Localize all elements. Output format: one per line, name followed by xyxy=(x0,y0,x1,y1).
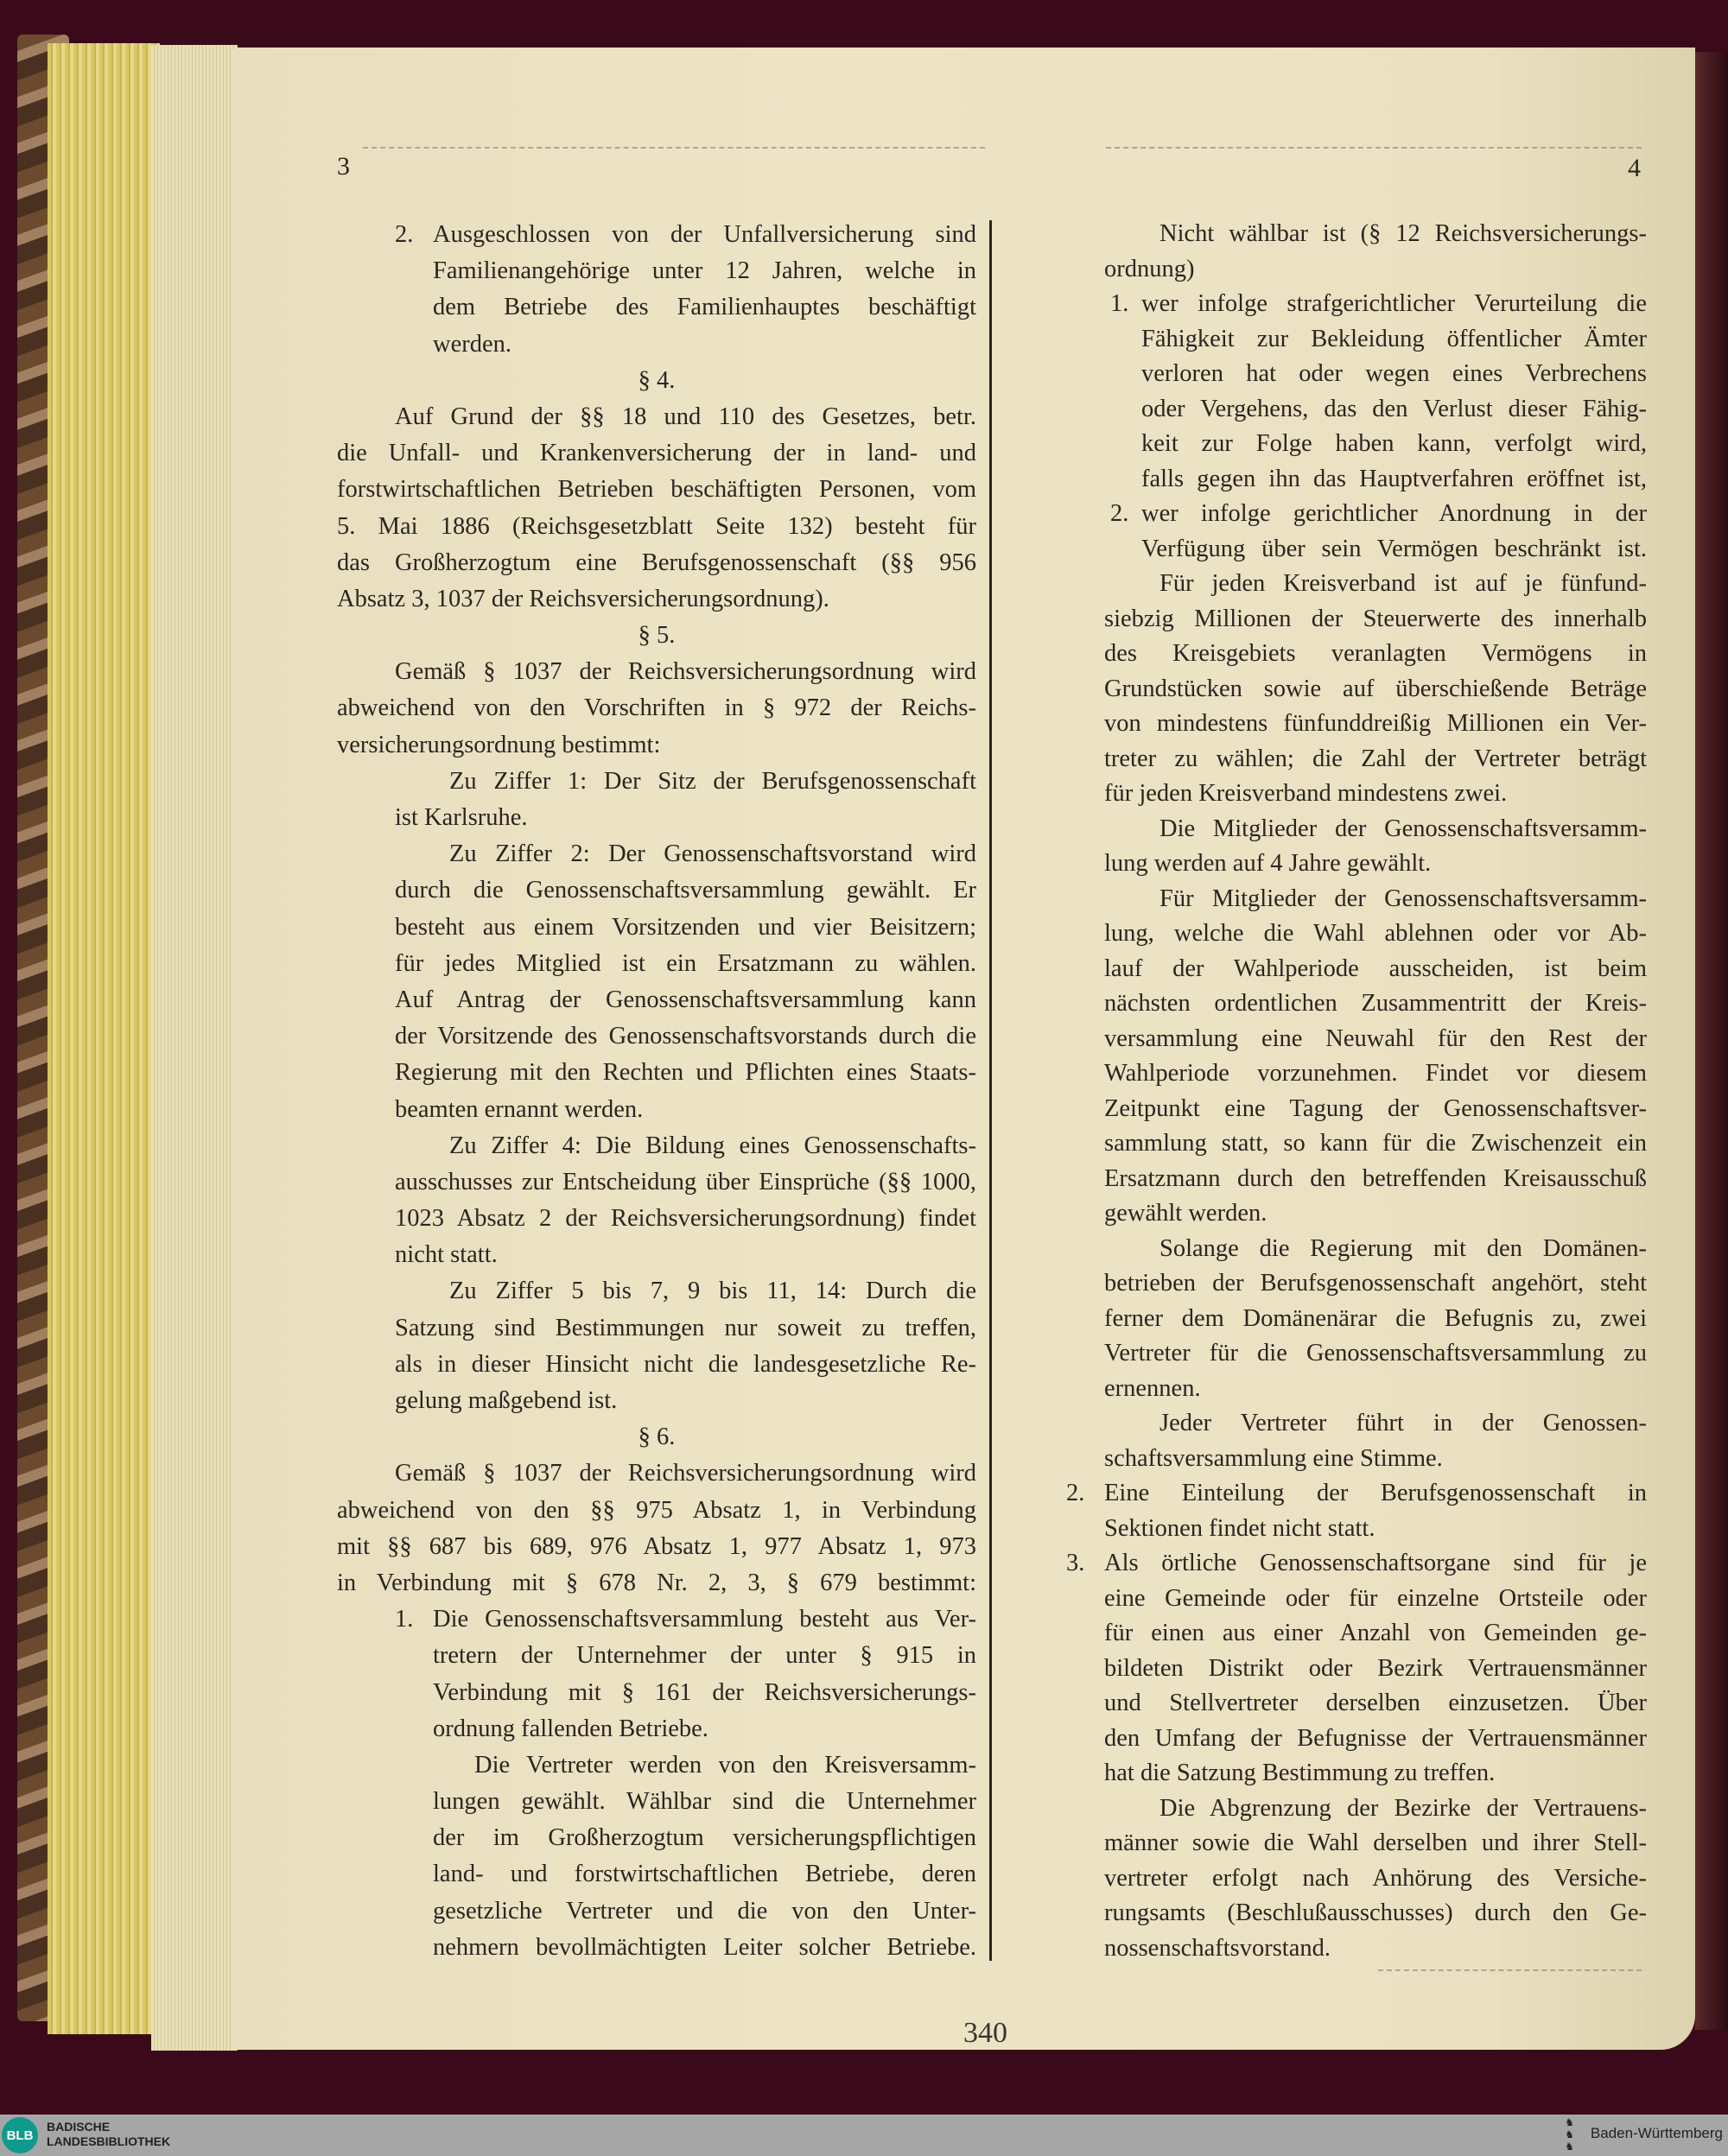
folio-number: 340 xyxy=(963,2017,1007,2049)
list-number: 2. xyxy=(1110,500,1129,527)
left-column xyxy=(337,217,976,1966)
text-line xyxy=(395,1601,976,1638)
list-number: 1. xyxy=(1110,290,1129,317)
text-line: ernennen. xyxy=(1104,1374,1201,1402)
text-line: treter zu wählen; die Zahl der Vertreter beträgt xyxy=(1104,745,1647,772)
text-line: Familienangehörige unter 12 Jahren, welche in xyxy=(433,257,976,285)
text-line: Auf Grund der §§ 18 und 110 des Gesetzes, betr. xyxy=(395,403,976,430)
text-line: Fähigkeit zur Bekleidung öffentlicher Ämter xyxy=(1141,325,1647,352)
text-line: 1023 Absatz 2 der Reichsversicherungsordnung) findet xyxy=(395,1205,976,1233)
text-line: verloren hat oder wegen eines Verbrechens xyxy=(1141,360,1647,387)
list-item-text: Als örtliche Genossenschaftsorgane sind für je xyxy=(1104,1550,1647,1576)
header-rule-right xyxy=(1106,147,1642,149)
text-line: oder Vergehens, das den Verlust dieser Fähig- xyxy=(1141,395,1647,422)
text-line xyxy=(1110,497,1647,532)
text-line: den Umfang der Befugnisse der Vertrauensmänner xyxy=(1104,1724,1647,1752)
text-line: hat die Satzung Bestimmung zu treffen. xyxy=(1104,1760,1496,1786)
text-line: Die Abgrenzung der Bezirke der Vertrauens- xyxy=(1159,1794,1647,1822)
state-name: Baden-Württemberg xyxy=(1590,2125,1723,2141)
text-line: des Kreisgebiets veranlagten Vermögens in xyxy=(1104,640,1647,667)
text-line: Solange die Regierung mit den Domänen- xyxy=(1159,1234,1647,1262)
text-line: und Stellvertreter derselben einzusetzen. Über xyxy=(1104,1690,1647,1716)
text-line: von mindestens fünfunddreißig Millionen ein Ver- xyxy=(1104,710,1647,737)
text-line: beamten ernannt werden. xyxy=(395,1095,644,1123)
text-line: für jeden Kreisverband mindestens zwei. xyxy=(1104,780,1508,807)
text-line: tretern der Unternehmer der unter § 915 in xyxy=(433,1642,976,1670)
text-line xyxy=(395,217,976,253)
text-line: lauf der Wahlperiode ausscheiden, ist beim xyxy=(1104,954,1647,982)
text-line: das Großherzogtum eine Berufsgenossenschaft (§§ 956 xyxy=(337,549,976,576)
text-line: mit §§ 687 bis 689, 976 Absatz 1, 977 Absatz 1, 973 xyxy=(337,1532,976,1560)
text-line: durch die Genossenschaftsversammlung gewählt. Er xyxy=(395,877,976,904)
text-line: Satzung sind Bestimmungen nur soweit zu treffen, xyxy=(395,1314,976,1341)
text-line: Verfügung über sein Vermögen beschränkt ist. xyxy=(1141,535,1647,562)
list-item-text: Eine Einteilung der Berufsgenossenschaft in xyxy=(1104,1480,1647,1506)
text-line: der Vorsitzende des Genossenschaftsvorstands durch die xyxy=(395,1023,976,1050)
text-line: gesetzliche Vertreter und die von den Unter- xyxy=(433,1897,976,1925)
text-line: betrieben der Berufsgenossenschaft angehört, steht xyxy=(1104,1270,1647,1297)
text-line: besteht aus einem Vorsitzenden und vier Beisitzern; xyxy=(395,913,976,941)
list-number: 2. xyxy=(1066,1480,1085,1506)
text-line: der im Großherzogtum versicherungspflichtigen xyxy=(433,1824,976,1852)
text-line: rungsamts (Beschlußausschusses) durch den Ge- xyxy=(1104,1899,1647,1926)
text-line: Zu Ziffer 1: Der Sitz der Berufsgenossenschaft xyxy=(449,767,976,795)
text-line: Wahlperiode vorzunehmen. Findet vor diesem xyxy=(1104,1060,1647,1087)
text-line: Sektionen findet nicht statt. xyxy=(1104,1514,1375,1542)
left-column-number: 3 xyxy=(337,152,350,181)
text-line: die Unfall- und Krankenversicherung der in land- und xyxy=(337,440,976,467)
text-line xyxy=(1066,1476,1647,1512)
text-line: ausschusses zur Entscheidung über Einsprüche (§§ 1000, xyxy=(395,1168,976,1195)
text-line: ordnung) xyxy=(1104,255,1195,282)
text-line: falls gegen ihn das Hauptverfahren eröffnet ist, xyxy=(1141,465,1647,492)
text-line: Nicht wählbar ist (§ 12 Reichsversicherungs- xyxy=(1159,220,1647,247)
library-name-line-2: LANDESBIBLIOTHEK xyxy=(47,2134,171,2148)
text-line xyxy=(1110,287,1647,322)
text-line: dem Betriebe des Familienhauptes beschäftigt xyxy=(433,294,976,321)
list-item-text: wer infolge strafgerichtlicher Verurteilung die xyxy=(1141,290,1647,317)
text-line: versammlung eine Neuwahl für den Rest der xyxy=(1104,1024,1647,1052)
text-line: Regierung mit den Rechten und Pflichten eines Staats- xyxy=(395,1059,976,1087)
text-line: Vertreter für die Genossenschaftsversammlung zu xyxy=(1104,1340,1647,1367)
right-column-number: 4 xyxy=(1628,154,1641,182)
text-line: lung, welche die Wahl ablehnen oder vor Ab- xyxy=(1104,920,1647,947)
library-footer-bar xyxy=(0,2115,1728,2156)
page-edges xyxy=(48,43,160,2034)
text-line: sammlung statt, so kann für die Zwischenzeit ein xyxy=(1104,1130,1647,1157)
text-line: Für jeden Kreisverband ist auf je fünfund- xyxy=(1159,570,1647,597)
text-line: gewählt werden. xyxy=(1104,1200,1267,1227)
text-line: ist Karlsruhe. xyxy=(395,804,528,831)
list-item-text: Die Genossenschaftsversammlung besteht aus Ver- xyxy=(433,1606,976,1633)
text-line: Ersatzmann durch den betreffenden Kreisausschuß xyxy=(1104,1164,1647,1192)
text-line: Absatz 3, 1037 der Reichsversicherungsordnung). xyxy=(337,585,829,612)
list-number: 3. xyxy=(1066,1550,1085,1576)
list-number: 2. xyxy=(395,221,414,248)
text-line: ferner dem Domänenärar die Befugnis zu, zwei xyxy=(1104,1304,1647,1332)
book-spine xyxy=(1695,52,1728,2030)
text-line: nossenschaftsvorstand. xyxy=(1104,1934,1331,1962)
section-heading: § 4. xyxy=(638,366,676,394)
text-line: werden. xyxy=(433,330,511,358)
text-line xyxy=(1066,1546,1647,1582)
text-line: in Verbindung mit § 678 Nr. 2, 3, § 679 bestimmt: xyxy=(337,1569,976,1596)
text-line: vertreter erfolgt nach Anhörung des Versiche- xyxy=(1104,1864,1647,1892)
text-line: eine Gemeinde oder für einzelne Ortsteile oder xyxy=(1104,1584,1647,1612)
text-line: für einen aus einer Anzahl von Gemeinden ge- xyxy=(1104,1620,1647,1646)
text-line: schaftsversammlung eine Stimme. xyxy=(1104,1444,1443,1472)
column-divider xyxy=(989,220,992,1961)
text-line: als in dieser Hinsicht nicht die landesgesetzliche Re- xyxy=(395,1350,976,1378)
right-column xyxy=(1066,217,1647,1966)
text-line: Die Vertreter werden von den Kreisversamm- xyxy=(474,1751,976,1779)
text-line: nicht statt. xyxy=(395,1241,498,1269)
footer-rule xyxy=(1378,1969,1642,1971)
text-line: Grundstücken sowie auf überschießende Beträge xyxy=(1104,675,1647,702)
text-line: Zu Ziffer 4: Die Bildung eines Genossenschafts- xyxy=(449,1132,976,1159)
library-name xyxy=(47,2120,170,2149)
state-lions-icon: ♞ ♞ ♞ xyxy=(1565,2116,1574,2153)
list-item-text: Ausgeschlossen von der Unfallversicherung sind xyxy=(433,221,976,248)
text-line: bildeten Distrikt oder Bezirk Vertrauensmänner xyxy=(1104,1654,1647,1682)
text-line: lungen gewählt. Wählbar sind die Unternehmer xyxy=(433,1788,976,1816)
library-name-line-1: BADISCHE xyxy=(47,2120,111,2134)
section-heading: § 5. xyxy=(638,622,676,650)
text-line: 5. Mai 1886 (Reichsgesetzblatt Seite 132) besteht für xyxy=(337,512,976,540)
text-line: für jedes Mitglied ist ein Ersatzmann zu wählen. xyxy=(395,949,976,977)
list-number: 1. xyxy=(395,1606,414,1633)
text-line: Für Mitglieder der Genossenschaftsversamm- xyxy=(1159,885,1647,912)
text-line: nehmern bevollmächtigten Leiter solcher Betriebe. xyxy=(433,1933,976,1961)
header-rule-left xyxy=(363,147,985,149)
text-line: nächsten ordentlichen Zusammentritt der Kreis- xyxy=(1104,990,1647,1017)
text-line: lung werden auf 4 Jahre gewählt. xyxy=(1104,850,1432,877)
section-heading: § 6. xyxy=(638,1424,676,1451)
text-line: Gemäß § 1037 der Reichsversicherungsordnung wird xyxy=(395,1460,976,1487)
text-line: Jeder Vertreter führt in der Genossen- xyxy=(1159,1410,1647,1436)
text-line: abweichend von den §§ 975 Absatz 1, in Verbindung xyxy=(337,1496,976,1524)
text-line: Zeitpunkt eine Tagung der Genossenschaftsver- xyxy=(1104,1094,1647,1122)
blb-logo-icon: BLB xyxy=(2,2117,38,2153)
text-line: Gemäß § 1037 der Reichsversicherungsordnung wird xyxy=(395,658,976,686)
text-line: forstwirtschaftlichen Betrieben beschäftigten Personen, vom xyxy=(337,476,976,504)
text-line: Zu Ziffer 5 bis 7, 9 bis 11, 14: Durch die xyxy=(449,1278,976,1305)
text-line: versicherungsordnung bestimmt: xyxy=(337,731,661,758)
text-line: Zu Ziffer 2: Der Genossenschaftsvorstand wird xyxy=(449,840,976,868)
text-line: siebzig Millionen der Steuerwerte des innerhalb xyxy=(1104,605,1647,632)
text-line: Verbindung mit § 161 der Reichsversicherungs- xyxy=(433,1678,976,1706)
text-line: Auf Antrag der Genossenschaftsversammlung kann xyxy=(395,986,976,1013)
text-line: gelung maßgebend ist. xyxy=(395,1387,618,1414)
page-edges-cream xyxy=(151,45,238,2051)
list-item-text: wer infolge gerichtlicher Anordnung in der xyxy=(1141,500,1647,527)
text-line: keit zur Folge haben kann, verfolgt wird, xyxy=(1141,430,1647,457)
text-line: ordnung fallenden Betriebe. xyxy=(433,1715,708,1742)
text-line: abweichend von den Vorschriften in § 972 der Reichs- xyxy=(337,694,976,722)
text-line: männer sowie die Wahl derselben und ihrer Stell- xyxy=(1104,1829,1647,1856)
text-line: Die Mitglieder der Genossenschaftsversamm- xyxy=(1159,815,1647,842)
text-line: land- und forstwirtschaftlichen Betriebe, deren xyxy=(433,1861,976,1888)
